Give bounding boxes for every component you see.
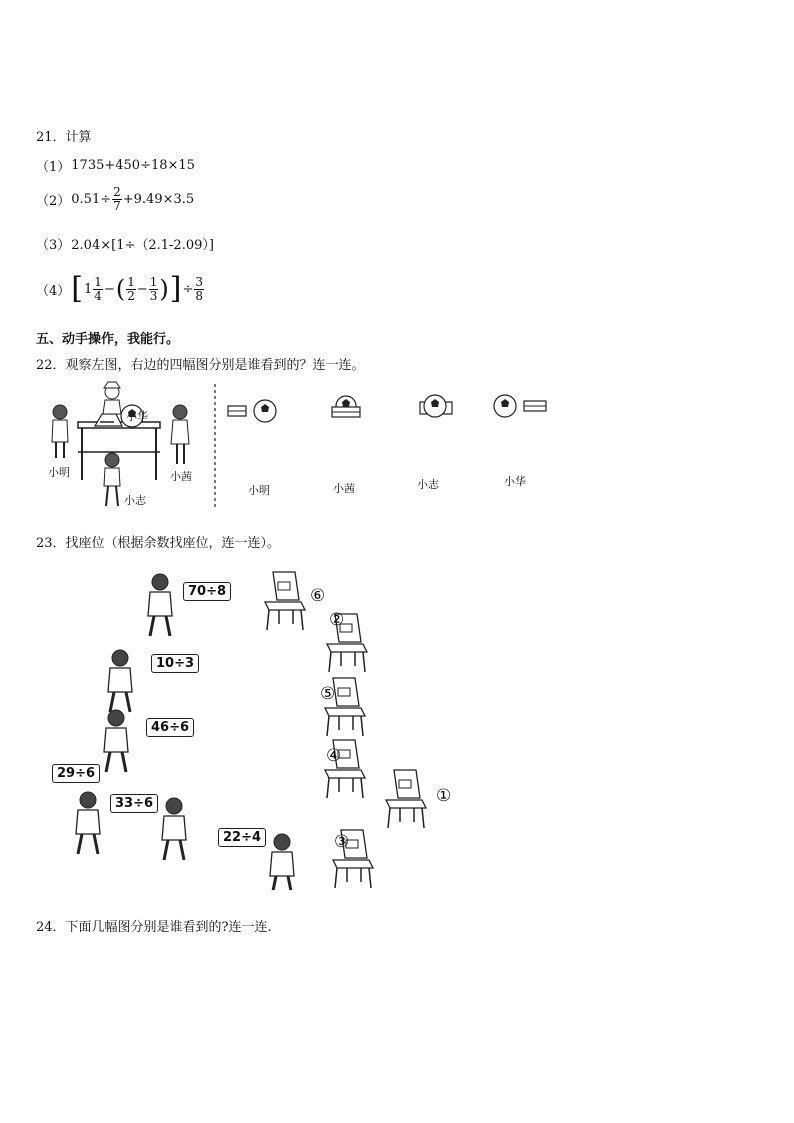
expression-pre: 0.51÷ bbox=[71, 191, 112, 207]
expression: 2.04×[1÷（2.1-2.09）] bbox=[71, 238, 214, 253]
q23-scene bbox=[40, 560, 480, 890]
view-label-4: 小华 bbox=[504, 475, 526, 488]
expression-card-4: 29÷6 bbox=[52, 764, 100, 783]
q21-item-2 bbox=[36, 186, 194, 212]
q21-item-1 bbox=[36, 156, 195, 175]
item-label: （2） bbox=[36, 193, 71, 209]
expression-card-1: 70÷8 bbox=[183, 582, 231, 601]
person-label-xiaoming: 小明 bbox=[48, 466, 70, 479]
fraction: $\frac{2}{7}$ bbox=[113, 185, 121, 213]
q23-title: 23．找座位（根据余数找座位，连一连）。 bbox=[36, 536, 281, 551]
person-label-xiaozhi: 小志 bbox=[124, 494, 146, 507]
view-label-3: 小志 bbox=[417, 478, 439, 491]
observation-scene-illustration bbox=[40, 380, 560, 510]
person-label-xiaoqian: 小茜 bbox=[170, 470, 192, 483]
q22-scene bbox=[40, 380, 560, 510]
expression-post: +9.49×3.5 bbox=[122, 191, 195, 207]
expression-card-2: 10÷3 bbox=[151, 654, 199, 673]
seat-number-4: ④ bbox=[326, 746, 342, 766]
seat-number-6: ⑥ bbox=[310, 586, 326, 606]
item-label: （4） bbox=[36, 283, 71, 299]
person-label-xiaohua: 小华 bbox=[126, 410, 148, 423]
fraction: $\frac{1}{4}$ bbox=[94, 274, 102, 303]
seat-number-3: ③ bbox=[334, 832, 350, 852]
seat-number-2: ② bbox=[329, 610, 345, 630]
q21-title: 21．计算 bbox=[36, 130, 92, 145]
fraction: $\frac{1}{3}$ bbox=[149, 274, 158, 303]
seat-number-1: ① bbox=[436, 786, 452, 806]
item-label: （1） bbox=[36, 160, 71, 175]
q21-item-3 bbox=[36, 234, 214, 253]
expression: 1735+450÷18×15 bbox=[71, 158, 195, 173]
item-label: （3） bbox=[36, 238, 71, 253]
expression-card-3: 46÷6 bbox=[146, 718, 194, 737]
view-label-2: 小茜 bbox=[333, 482, 355, 495]
fraction: $\frac{1}{2}$ bbox=[127, 274, 135, 303]
view-label-1: 小明 bbox=[248, 484, 270, 497]
fraction: $\frac{3}{8}$ bbox=[195, 274, 204, 303]
expression-card-5: 33÷6 bbox=[110, 794, 158, 813]
q21-item-4: （4） [ 1 $\frac{1}{4}$ − ( $\frac{1}{2}$ − $\frac{1}{3}$ ) ] ÷ $\frac{3}{8}$ bbox=[36, 271, 204, 306]
q24-title: 24．下面几幅图分别是谁看到的?连一连. bbox=[36, 920, 272, 935]
expression-card-6: 22÷4 bbox=[218, 828, 266, 847]
seat-number-5: ⑤ bbox=[320, 684, 336, 704]
q22-title: 22．观察左图，右边的四幅图分别是谁看到的？连一连。 bbox=[36, 358, 365, 373]
section-heading: 五、动手操作，我能行。 bbox=[36, 332, 180, 347]
